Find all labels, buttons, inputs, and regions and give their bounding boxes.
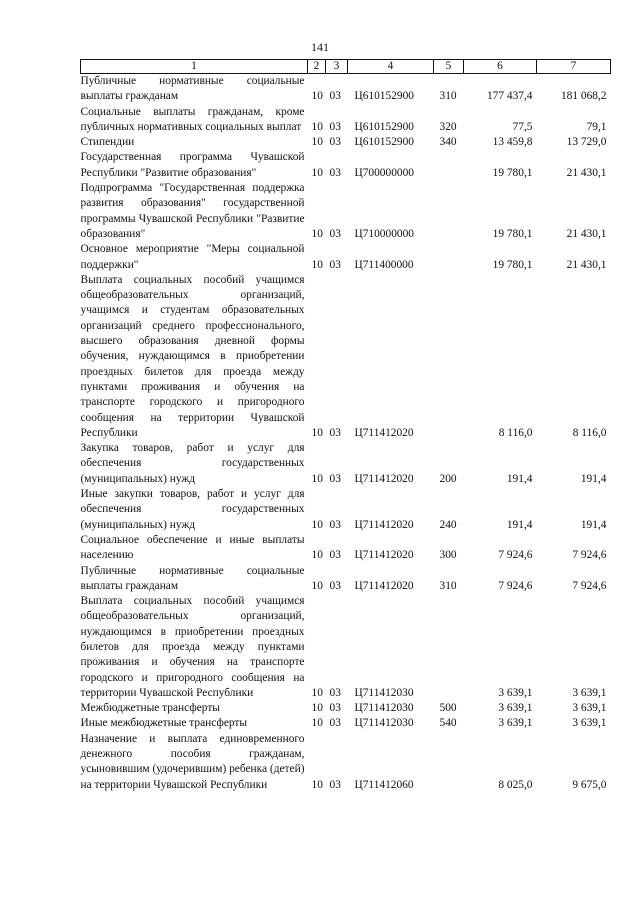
row-section: 10 — [311, 518, 323, 531]
row-expense-type: 310 — [439, 90, 457, 103]
row-amount-year-1: 177 437,4 — [486, 90, 533, 103]
row-target-article: Ц710000000 — [354, 227, 414, 240]
row-name: Публичные нормативные социальные выплаты гражданам — [80, 564, 305, 592]
row-expense-type: 540 — [439, 717, 457, 730]
row-section: 10 — [311, 90, 323, 103]
row-section: 10 — [311, 549, 323, 562]
table-row — [81, 594, 611, 701]
row-section: 10 — [311, 717, 323, 730]
row-expense-type — [434, 732, 464, 793]
row-expense-type: 310 — [439, 579, 457, 592]
row-amount-year-1: 8 116,0 — [498, 426, 533, 439]
row-amount-year-2: 3 639,1 — [572, 702, 607, 715]
row-section: 10 — [311, 686, 323, 699]
row-subsection: 03 — [329, 120, 341, 133]
row-expense-type: 300 — [439, 549, 457, 562]
row-amount-year-2: 8 116,0 — [572, 426, 607, 439]
row-amount-year-2: 191,4 — [580, 472, 607, 485]
row-expense-type: 240 — [439, 518, 457, 531]
row-subsection: 03 — [329, 227, 341, 240]
row-amount-year-1: 3 639,1 — [498, 686, 533, 699]
row-section: 10 — [311, 120, 323, 133]
row-section: 10 — [311, 702, 323, 715]
row-expense-type — [434, 242, 464, 273]
table-row — [81, 105, 611, 136]
row-amount-year-2: 191,4 — [580, 518, 607, 531]
row-amount-year-2: 9 675,0 — [572, 778, 607, 791]
row-target-article: Ц711412020 — [354, 549, 414, 562]
row-target-article: Ц610152900 — [354, 90, 414, 103]
col-header-expense-type: 5 — [434, 60, 464, 74]
row-subsection: 03 — [329, 472, 341, 485]
table-header — [81, 60, 611, 74]
row-section: 10 — [311, 472, 323, 485]
row-name: Подпрограмма "Государственная поддержка развития образования" государственной программы Чувашской Республики "Развитие образования" — [80, 182, 305, 240]
table-row — [81, 701, 611, 716]
table-row — [81, 181, 611, 242]
row-target-article: Ц711412030 — [354, 702, 414, 715]
table-row — [81, 533, 611, 564]
row-section: 10 — [311, 579, 323, 592]
row-subsection: 03 — [329, 717, 341, 730]
row-name: Социальные выплаты гражданам, кроме публичных нормативных социальных выплат — [80, 105, 305, 133]
row-amount-year-1: 3 639,1 — [498, 717, 533, 730]
row-amount-year-2: 21 430,1 — [566, 166, 607, 179]
row-subsection: 03 — [329, 778, 341, 791]
row-amount-year-2: 13 729,0 — [566, 136, 607, 149]
row-amount-year-2: 21 430,1 — [566, 258, 607, 271]
table-row — [81, 441, 611, 487]
row-expense-type: 340 — [439, 136, 457, 149]
col-header-section: 2 — [308, 60, 326, 74]
row-amount-year-2: 7 924,6 — [572, 579, 607, 592]
page-number: 141 — [311, 40, 329, 54]
row-name: Закупка товаров, работ и услуг для обеспечения государственных (муниципальных) нужд — [80, 442, 305, 485]
row-section: 10 — [311, 136, 323, 149]
row-section: 10 — [311, 258, 323, 271]
table-row — [81, 716, 611, 731]
row-amount-year-2: 21 430,1 — [566, 227, 607, 240]
row-expense-type: 320 — [439, 120, 457, 133]
row-amount-year-1: 7 924,6 — [498, 549, 533, 562]
table-row — [81, 732, 611, 793]
row-name: Иные закупки товаров, работ и услуг для обеспечения государственных (муниципальных) нужд — [80, 488, 305, 531]
row-amount-year-1: 13 459,8 — [492, 136, 533, 149]
row-expense-type: 500 — [439, 702, 457, 715]
table-row — [81, 242, 611, 273]
row-name: Выплата социальных пособий учащимся общеобразовательных организаций, учащимся и студентам образовательных организаций среднего профессионального, высшего образования дневной формы обучения, нуждающимся в приобретении проездных билетов для проезда между пунктами проживания и обучения на транспорте городского и пригородного сообщения на территории Чувашской Республики — [80, 273, 305, 439]
row-target-article: Ц711412020 — [354, 518, 414, 531]
row-subsection: 03 — [329, 166, 341, 179]
table-row — [81, 150, 611, 181]
table-row — [81, 273, 611, 441]
row-subsection: 03 — [329, 90, 341, 103]
row-name: Иные межбюджетные трансферты — [80, 717, 248, 730]
row-section: 10 — [311, 166, 323, 179]
row-target-article: Ц711412060 — [354, 778, 414, 791]
header-row — [81, 60, 611, 74]
row-amount-year-1: 77,5 — [512, 120, 533, 133]
row-target-article: Ц610152900 — [354, 136, 414, 149]
row-expense-type — [434, 181, 464, 242]
row-amount-year-1: 19 780,1 — [492, 258, 533, 271]
row-subsection: 03 — [329, 258, 341, 271]
table-body — [81, 74, 611, 793]
row-amount-year-1: 8 025,0 — [498, 778, 533, 791]
row-expense-type — [434, 594, 464, 701]
row-section: 10 — [311, 227, 323, 240]
row-target-article: Ц711412030 — [354, 717, 414, 730]
table-row — [81, 487, 611, 533]
row-amount-year-1: 191,4 — [506, 518, 533, 531]
table-row — [81, 564, 611, 595]
row-name: Социальное обеспечение и иные выплаты населению — [80, 533, 305, 562]
col-header-year-2: 7 — [537, 60, 611, 74]
row-target-article: Ц711412020 — [354, 579, 414, 592]
row-amount-year-2: 79,1 — [586, 120, 607, 133]
row-target-article: Ц700000000 — [354, 166, 414, 179]
row-name: Выплата социальных пособий учащимся общеобразовательных организаций, нуждающимся в приобретении проездных билетов для проезда между пунктами проживания и обучения на транспорте городского и пригородного сообщения на территории Чувашской Республики — [80, 595, 305, 699]
row-name: Межбюджетные трансферты — [80, 702, 220, 715]
row-amount-year-2: 181 068,2 — [560, 90, 607, 103]
row-amount-year-2: 3 639,1 — [572, 686, 607, 699]
row-name: Государственная программа Чувашской Республики "Развитие образования" — [80, 151, 305, 179]
row-target-article: Ц711412020 — [354, 472, 414, 485]
row-subsection: 03 — [329, 426, 341, 439]
row-expense-type — [434, 273, 464, 441]
row-target-article: Ц711412020 — [354, 426, 414, 439]
row-subsection: 03 — [329, 686, 341, 699]
row-amount-year-2: 7 924,6 — [572, 549, 607, 562]
row-amount-year-1: 191,4 — [506, 472, 533, 485]
col-header-name: 1 — [81, 60, 308, 74]
row-section: 10 — [311, 778, 323, 791]
row-subsection: 03 — [329, 549, 341, 562]
row-name: Стипендии — [80, 136, 135, 149]
budget-table — [80, 59, 611, 793]
row-name: Назначение и выплата единовременного денежного пособия гражданам, усыновившим (удочерившим) ребенка (детей) на территории Чувашской Республики — [80, 732, 305, 791]
row-name: Публичные нормативные социальные выплаты гражданам — [80, 75, 305, 103]
row-target-article: Ц610152900 — [354, 120, 414, 133]
row-amount-year-1: 19 780,1 — [492, 227, 533, 240]
col-header-subsection: 3 — [326, 60, 348, 74]
row-section: 10 — [311, 426, 323, 439]
row-subsection: 03 — [329, 518, 341, 531]
row-expense-type: 200 — [439, 472, 457, 485]
row-target-article: Ц711412030 — [354, 686, 414, 699]
row-subsection: 03 — [329, 136, 341, 149]
row-amount-year-2: 3 639,1 — [572, 717, 607, 730]
row-amount-year-1: 19 780,1 — [492, 166, 533, 179]
row-amount-year-1: 3 639,1 — [498, 702, 533, 715]
col-header-year-1: 6 — [464, 60, 537, 74]
row-amount-year-1: 7 924,6 — [498, 579, 533, 592]
table-row — [81, 74, 611, 105]
col-header-target-article: 4 — [348, 60, 434, 74]
row-expense-type — [434, 150, 464, 181]
row-subsection: 03 — [329, 579, 341, 592]
table-row — [81, 135, 611, 150]
row-subsection: 03 — [329, 702, 341, 715]
row-name: Основное мероприятие "Меры социальной поддержки" — [80, 243, 305, 271]
row-target-article: Ц711400000 — [354, 258, 414, 271]
